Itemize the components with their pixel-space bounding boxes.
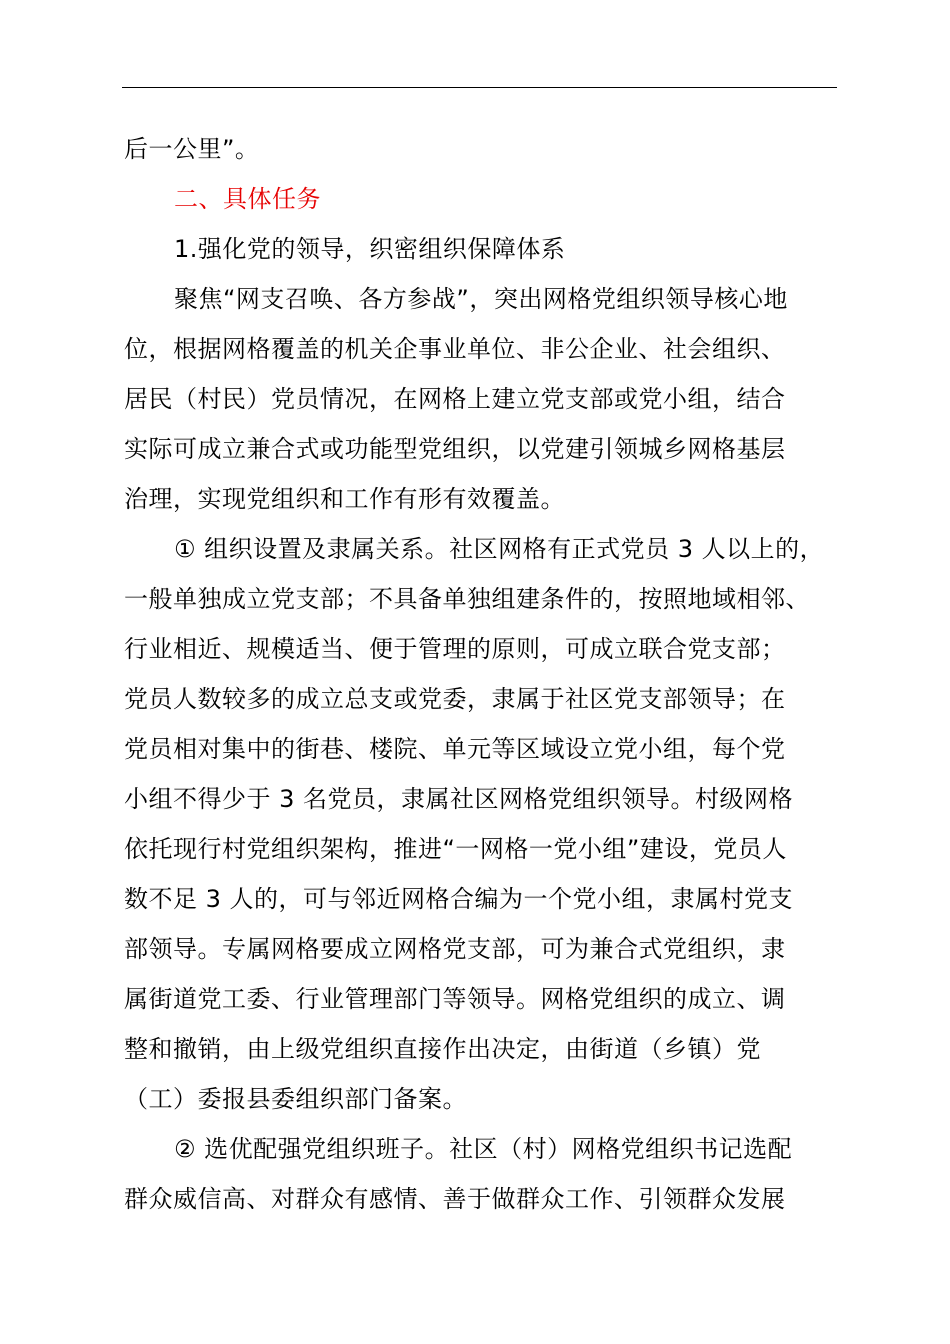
text-line: ① 组织设置及隶属关系。社区网格有正式党员 3 人以上的， [174, 535, 825, 563]
text-line: （工）委报县委组织部门备案。 [124, 1085, 467, 1113]
text-line: 实际可成立兼合式或功能型党组织，以党建引领城乡网格基层 [124, 435, 786, 463]
text-line: 数不足 3 人的，可与邻近网格合编为一个党小组，隶属村党支 [124, 885, 794, 913]
text-line: 一般单独成立党支部；不具备单独组建条件的，按照地域相邻、 [124, 585, 810, 613]
text-line: 居民（村民）党员情况，在网格上建立党支部或党小组，结合 [124, 385, 786, 413]
header-rule [122, 87, 837, 88]
text-line: 位，根据网格覆盖的机关企事业单位、非公企业、社会组织、 [124, 335, 786, 363]
section-heading: 二、具体任务 [174, 185, 321, 213]
text-line: 后一公里”。 [124, 135, 260, 163]
text-line: 属街道党工委、行业管理部门等领导。网格党组织的成立、调 [124, 985, 786, 1013]
text-line: 治理，实现党组织和工作有形有效覆盖。 [124, 485, 565, 513]
text-line: 群众威信高、对群众有感情、善于做群众工作、引领群众发展 [124, 1185, 786, 1213]
text-line: 党员人数较多的成立总支或党委，隶属于社区党支部领导；在 [124, 685, 786, 713]
text-line: ② 选优配强党组织班子。社区（村）网格党组织书记选配 [174, 1135, 793, 1163]
text-line: 小组不得少于 3 名党员，隶属社区网格党组织领导。村级网格 [124, 785, 794, 813]
text-line: 行业相近、规模适当、便于管理的原则，可成立联合党支部； [124, 635, 786, 663]
text-line: 整和撤销，由上级党组织直接作出决定，由街道（乡镇）党 [124, 1035, 761, 1063]
subsection-heading: 1.强化党的领导，织密组织保障体系 [174, 235, 566, 263]
text-line: 依托现行村党组织架构，推进“一网格一党小组”建设，党员人 [124, 835, 787, 863]
text-line: 党员相对集中的街巷、楼院、单元等区域设立党小组，每个党 [124, 735, 786, 763]
text-line: 聚焦“网支召唤、各方参战”，突出网格党组织领导核心地 [174, 285, 788, 313]
text-line: 部领导。专属网格要成立网格党支部，可为兼合式党组织，隶 [124, 935, 786, 963]
